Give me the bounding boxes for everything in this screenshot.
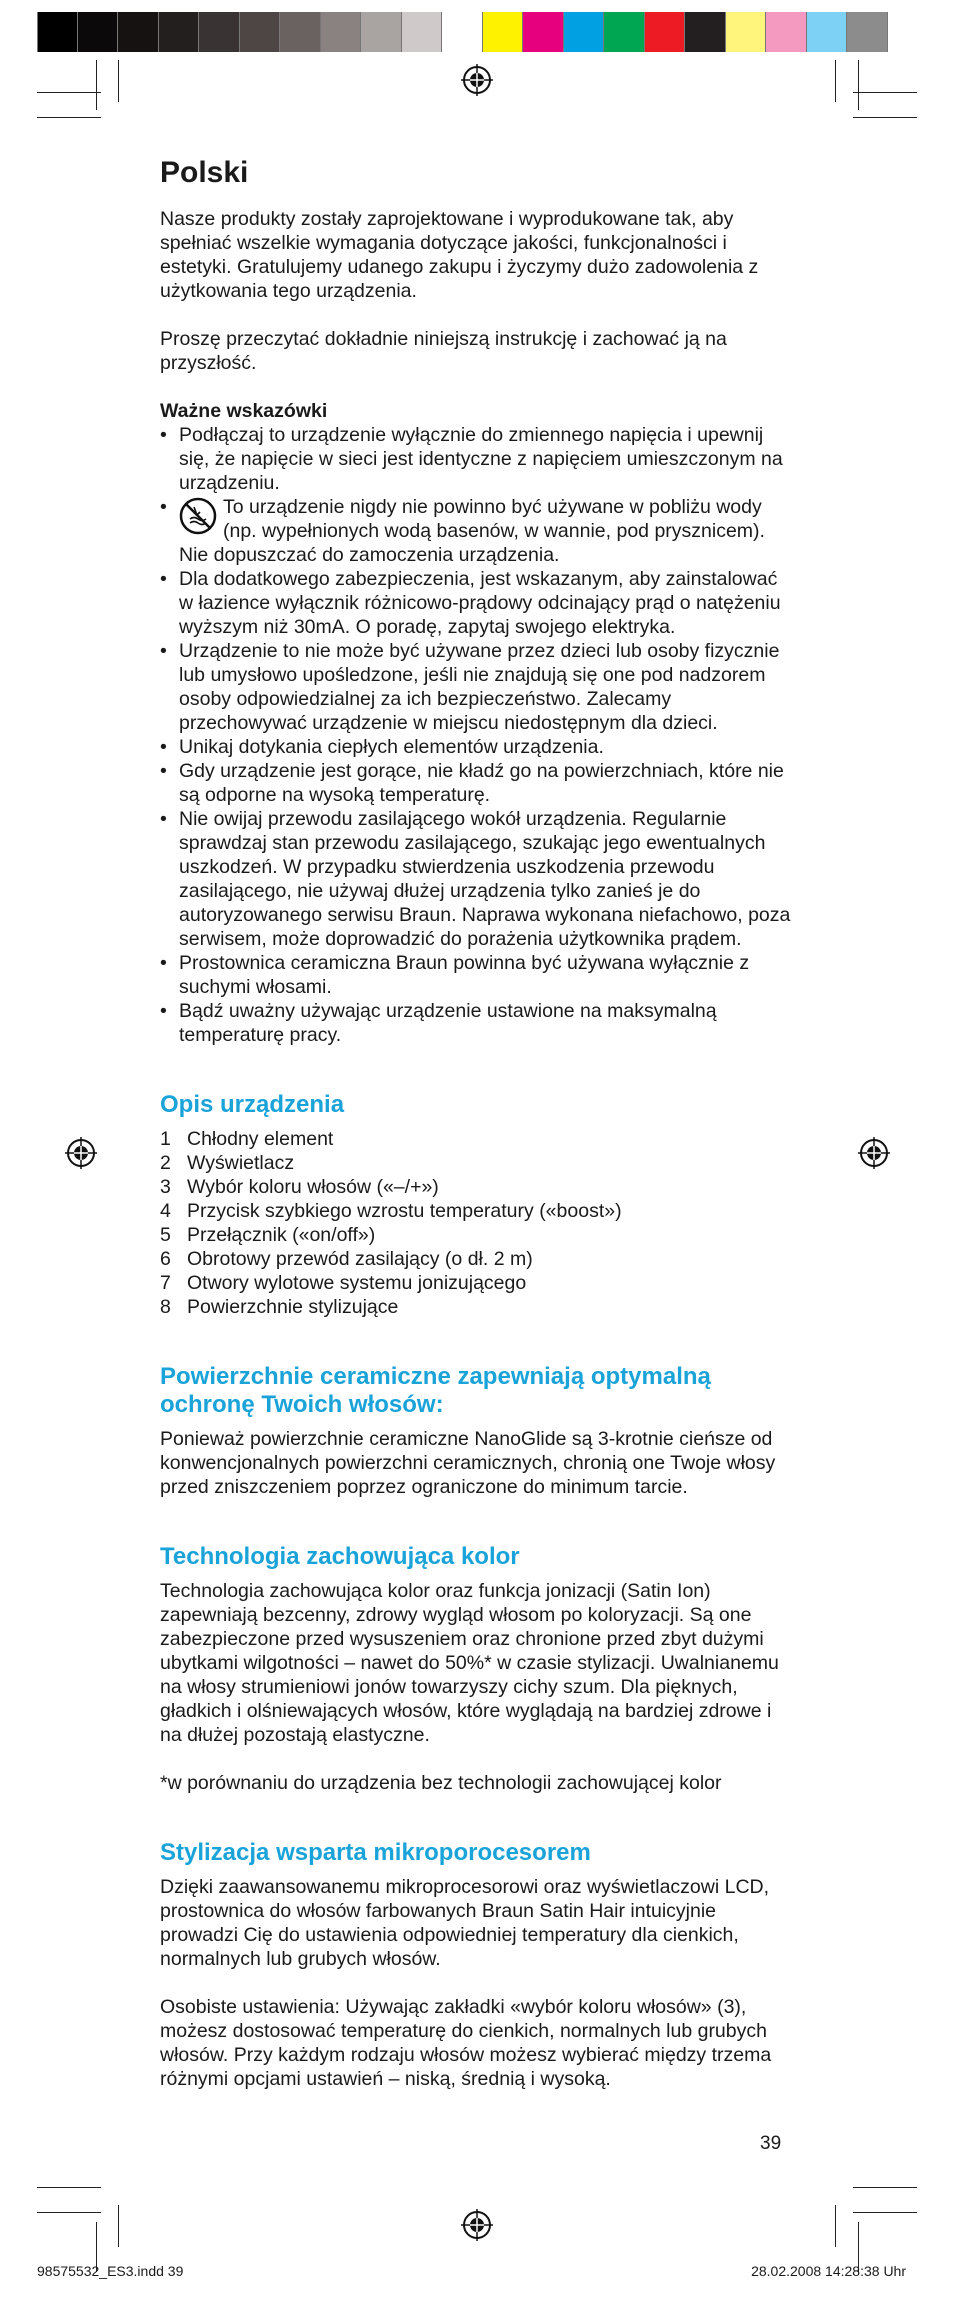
warnings-heading: Ważne wskazówki	[160, 400, 328, 422]
warning-item: • Bądź uważny używając urządzenie ustawione na maksymalną temperaturę pracy.	[160, 999, 796, 1047]
part-label: Wybór koloru włosów («–/+»)	[187, 1176, 439, 1198]
color-swatch	[483, 12, 524, 52]
registration-mark-icon	[460, 63, 494, 97]
part-label: Wyświetlacz	[187, 1152, 295, 1174]
crop-mark	[37, 2212, 101, 2213]
part-number: 1	[160, 1128, 171, 1150]
warning-item: • Prostownica ceramiczna Braun powinna być używana wyłącznie z suchymi włosami.	[160, 951, 796, 999]
crop-mark	[37, 92, 101, 93]
warning-item: • Nie owijaj przewodu zasilającego wokół urządzenia. Regularnie sprawdzaj stan przewodu zasilającego, szukając jego ewentualnych uszkodzeń. W przypadku stwierdzenia uszkodzenia przewodu zasilającego, nie używaj dłużej urządzenia tylko zanieś je do autoryzowanego serwisu Braun. Naprawa wykonana niefachowo, poza serwisem, może doprowadzić do porażenia użytkownika prądem.	[160, 807, 796, 951]
microprocessor-section	[160, 1839, 796, 2091]
part-label: Obrotowy przewód zasilający (o dł. 2 m)	[187, 1248, 533, 1270]
color-swatch	[726, 12, 767, 52]
manual-page-content	[160, 155, 796, 2091]
intro-paragraph: Nasze produkty zostały zaprojektowane i wyprodukowane tak, aby spełniać wszelkie wymagania dotyczące jakości, funkcjonalności i estetyki. Gratulujemy udanego zakupu i życzymy dużo zadowolenia z użytkowania tego urządzenia.	[160, 208, 759, 302]
intro-paragraph: Proszę przeczytać dokładnie niniejszą instrukcję i zachować ją na przyszłość.	[160, 328, 727, 374]
crop-mark	[853, 2187, 917, 2188]
list-item	[160, 1295, 796, 1319]
color-swatch	[159, 12, 200, 52]
page-number: 39	[760, 2133, 782, 2154]
part-number: 3	[160, 1176, 171, 1198]
part-label: Przełącznik («on/off»)	[187, 1224, 376, 1246]
list-item	[160, 1151, 796, 1175]
microprocessor-heading: Stylizacja wsparta mikroporocesorem	[160, 1839, 591, 1866]
part-number: 6	[160, 1248, 171, 1270]
list-item	[160, 1271, 796, 1295]
warning-item: • Unikaj dotykania ciepłych elementów urządzenia.	[160, 735, 796, 759]
warning-item	[160, 495, 796, 567]
color-swatch	[847, 12, 888, 52]
crop-mark	[118, 2205, 119, 2247]
warning-item: • Gdy urządzenie jest gorące, nie kładź go na powierzchniach, które nie są odporne na wysoką temperaturę.	[160, 759, 796, 807]
color-swatch	[442, 12, 483, 52]
color-swatch	[645, 12, 686, 52]
description-heading: Opis urządzenia	[160, 1091, 345, 1118]
part-number: 8	[160, 1296, 171, 1318]
footer-file-info: 98575532_ES3.indd 39	[37, 2263, 184, 2279]
color-swatch	[807, 12, 848, 52]
warnings-list	[160, 423, 796, 1047]
list-item	[160, 1175, 796, 1199]
color-swatch	[766, 12, 807, 52]
part-label: Chłodny element	[187, 1128, 334, 1150]
list-item	[160, 1223, 796, 1247]
crop-mark	[853, 2212, 917, 2213]
footer-timestamp: 28.02.2008 14:28:38 Uhr	[751, 2263, 906, 2279]
color-swatch	[685, 12, 726, 52]
crop-mark	[853, 117, 917, 118]
ceramic-text: Ponieważ powierzchnie ceramiczne NanoGlide są 3-krotnie cieńsze od konwencjonalnych powierzchni ceramicznych, chronią one Twoje włosy przed zniszczeniem poprzez ograniczone do minimum tarcie.	[160, 1428, 776, 1498]
crop-mark	[96, 60, 97, 110]
color-tech-text: Technologia zachowująca kolor oraz funkcja jonizacji (Satin Ion) zapewniają bezcenny, zdrowy wygląd włosom po koloryzacji. Są one zabezpieczone przed wysuszeniem oraz chronione przed zbyt dużymi ubytkami wilgotności – nawet do 50%* w czasie stylizacji. Uwalnianemu na włosy strumieniowi jonów towarzyszy cichy szum. Dla pięknych, gładkich i olśniewających włosów, które wyglądają na bardziej zdrowe i na dłużej pozostają elastyczne.	[160, 1580, 779, 1746]
warning-item: • Podłączaj to urządzenie wyłącznie do zmiennego napięcia i upewnij się, że napięcie w sieci jest identyczne z napięciem umieszczonym na urządzeniu.	[160, 423, 796, 495]
registration-mark-icon	[857, 1136, 891, 1170]
crop-mark	[858, 60, 859, 110]
color-tech-section	[160, 1543, 796, 1795]
color-swatch	[118, 12, 159, 52]
part-number: 5	[160, 1224, 171, 1246]
warning-item: • Urządzenie to nie może być używane przez dzieci lub osoby fizycznie lub umysłowo upośledzone, jeśli nie znajdują się one pod nadzorem osoby odpowiedzialnej za ich bezpieczeństwo. Zalecamy przechowywać urządzenie w miejscu niedostępnym dla dzieci.	[160, 639, 796, 735]
registration-mark-icon	[460, 2208, 494, 2242]
crop-mark	[37, 2187, 101, 2188]
crop-mark	[835, 60, 836, 102]
microprocessor-text: Dzięki zaawansowanemu mikroprocesorowi oraz wyświetlaczowi LCD, prostownica do włosów farbowanych Braun Satin Hair intuicyjnie prowadzi Cię do ustawienia odpowiedniej temperatury dla cienkich, normalnych lub grubych włosów.	[160, 1876, 770, 1970]
color-swatch	[199, 12, 240, 52]
part-label: Powierzchnie stylizujące	[187, 1296, 399, 1318]
part-label: Otwory wylotowe systemu jonizującego	[187, 1272, 527, 1294]
color-swatch	[240, 12, 281, 52]
part-number: 7	[160, 1272, 171, 1294]
microprocessor-text: Osobiste ustawienia: Używając zakładki «wybór koloru włosów» (3), możesz dostosować temperaturę do cienkich, normalnych lub grubych włosów. Przy każdym rodzaju włosów możesz wybierać między trzema różnymi opcjami ustawień – niską, średnią i wysoką.	[160, 1996, 772, 2090]
registration-mark-icon	[64, 1136, 98, 1170]
warning-item: • Dla dodatkowego zabezpieczenia, jest wskazanym, aby zainstalować w łazience wyłącznik różnicowo-prądowy odcinający prąd o natężeniu wyższym niż 30mA. O poradę, zapytaj swojego elektryka.	[160, 567, 796, 639]
crop-mark	[835, 2205, 836, 2247]
color-swatch	[78, 12, 119, 52]
no-water-icon	[179, 497, 217, 535]
ceramic-heading: Powierzchnie ceramiczne zapewniają optymalną ochronę Twoich włosów:	[160, 1363, 711, 1418]
part-label: Przycisk szybkiego wzrostu temperatury («boost»)	[187, 1200, 622, 1222]
color-swatch	[361, 12, 402, 52]
color-tech-heading: Technologia zachowująca kolor	[160, 1543, 520, 1570]
crop-mark	[118, 60, 119, 102]
list-item	[160, 1127, 796, 1151]
color-swatch	[564, 12, 605, 52]
list-item	[160, 1247, 796, 1271]
crop-mark	[853, 92, 917, 93]
color-swatch	[280, 12, 321, 52]
color-swatch	[321, 12, 362, 52]
page-title: Polski	[160, 156, 249, 189]
parts-list	[160, 1127, 796, 1319]
ceramic-section	[160, 1363, 796, 1499]
color-tech-footnote: *w porównaniu do urządzenia bez technologii zachowującej kolor	[160, 1772, 722, 1794]
color-swatch	[604, 12, 645, 52]
color-swatch	[402, 12, 443, 52]
warning-item-text: To urządzenie nigdy nie powinno być używane w pobliżu wody (np. wypełnionych wodą basenów, w wannie, pod prysznicem). Nie dopuszczać do zamoczenia urządzenia.	[179, 496, 765, 566]
list-item	[160, 1199, 796, 1223]
part-number: 4	[160, 1200, 171, 1222]
color-swatch	[523, 12, 564, 52]
color-calibration-bar	[37, 12, 888, 52]
crop-mark	[37, 117, 101, 118]
part-number: 2	[160, 1152, 171, 1174]
color-swatch	[37, 12, 78, 52]
